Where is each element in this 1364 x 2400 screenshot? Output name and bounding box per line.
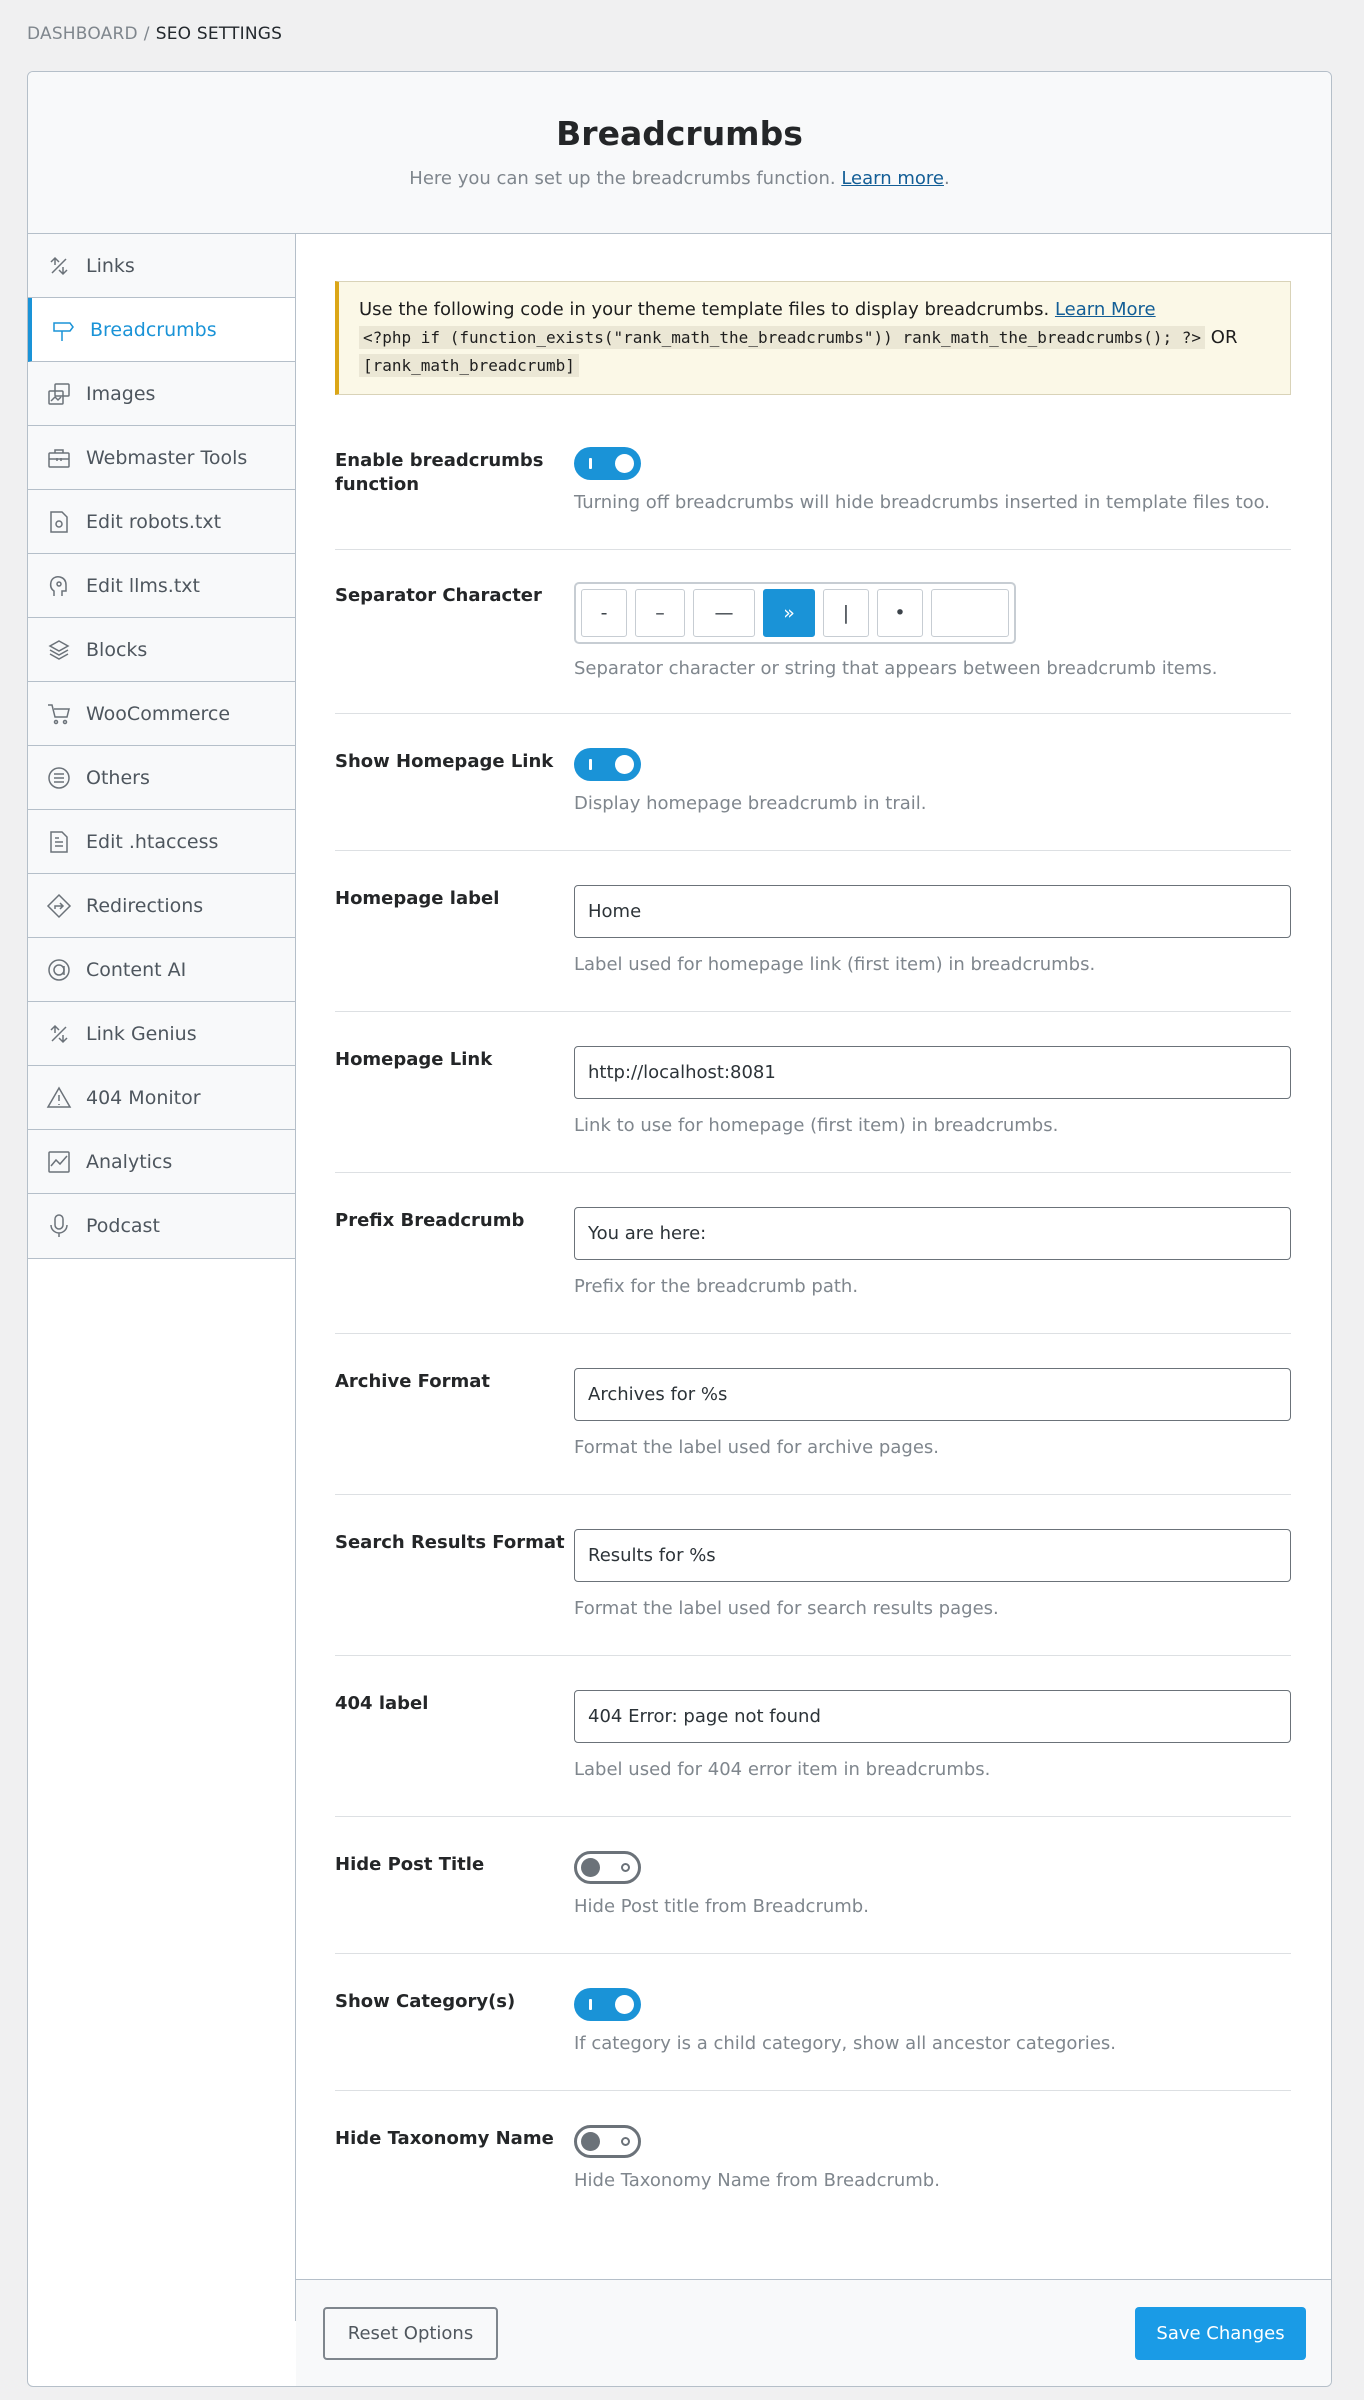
field-label: Prefix Breadcrumb xyxy=(335,1210,525,1231)
prefix-breadcrumb-input[interactable] xyxy=(574,1207,1291,1260)
sidebar-item-content-ai[interactable] xyxy=(28,938,295,1002)
field-label: 404 label xyxy=(335,1693,429,1714)
field-label: Homepage label xyxy=(335,888,500,909)
analytics-icon xyxy=(46,1149,72,1175)
field-label: Search Results Format xyxy=(335,1532,565,1553)
sidebar-item-podcast[interactable] xyxy=(28,1194,295,1258)
separator-option-raquo[interactable]: » xyxy=(763,589,815,637)
separator-option-pipe[interactable]: | xyxy=(823,589,869,637)
field-description: Label used for homepage link (first item) in breadcrumbs. xyxy=(574,954,1096,975)
sidebar-item-label: Redirections xyxy=(86,894,204,917)
field-description: Display homepage breadcrumb in trail. xyxy=(574,793,927,814)
sidebar-divider xyxy=(295,234,296,2321)
save-changes-button[interactable]: Save Changes xyxy=(1135,2307,1306,2360)
file-icon xyxy=(46,829,72,855)
link-icon xyxy=(46,253,72,279)
sidebar-item-label: Links xyxy=(86,254,135,277)
field-label: Homepage Link xyxy=(335,1049,493,1070)
sidebar-item-others[interactable] xyxy=(28,746,295,810)
shortcode-snippet: [rank_math_breadcrumb] xyxy=(359,354,579,377)
field-description: Hide Post title from Breadcrumb. xyxy=(574,1896,869,1917)
link-icon xyxy=(46,1021,72,1047)
sidebar-item-label: Analytics xyxy=(86,1150,173,1173)
sidebar-item-blocks[interactable] xyxy=(28,618,295,682)
page-subtitle xyxy=(28,168,1331,189)
sidebar-item-edit-robots[interactable] xyxy=(28,490,295,554)
learn-more-link[interactable]: Learn more xyxy=(841,167,944,189)
enable-breadcrumbs-toggle[interactable] xyxy=(574,447,641,480)
sidebar-item-label: WooCommerce xyxy=(86,702,231,725)
404-label-input[interactable] xyxy=(574,1690,1291,1743)
settings-sidebar xyxy=(28,234,296,1259)
notice-or: OR xyxy=(1210,327,1238,348)
homepage-label-input[interactable] xyxy=(574,885,1291,938)
show-homepage-link-toggle[interactable] xyxy=(574,748,641,781)
settings-panel xyxy=(27,71,1332,2387)
sidebar-item-woocommerce[interactable] xyxy=(28,682,295,746)
sidebar-item-label: Edit .htaccess xyxy=(86,830,219,853)
ai-head-icon xyxy=(46,573,72,599)
field-description: Format the label used for search results pages. xyxy=(574,1598,999,1619)
separator-custom-input[interactable] xyxy=(931,589,1009,637)
robot-file-icon xyxy=(46,509,72,535)
sidebar-item-analytics[interactable] xyxy=(28,1130,295,1194)
breadcrumb-current: SEO SETTINGS xyxy=(155,24,283,44)
images-icon xyxy=(46,381,72,407)
sidebar-item-label: Link Genius xyxy=(86,1022,197,1045)
sidebar-item-label: Content AI xyxy=(86,958,187,981)
sidebar-item-edit-htaccess[interactable] xyxy=(28,810,295,874)
cart-icon xyxy=(46,701,72,727)
show-categories-toggle[interactable] xyxy=(574,1988,641,2021)
sidebar-item-label: Edit robots.txt xyxy=(86,510,222,533)
field-description: Label used for 404 error item in breadcrumbs. xyxy=(574,1759,991,1780)
field-description: Prefix for the breadcrumb path. xyxy=(574,1276,859,1297)
field-show-categories xyxy=(335,1954,1291,2091)
list-circle-icon xyxy=(46,765,72,791)
sidebar-item-webmaster-tools[interactable] xyxy=(28,426,295,490)
page-header xyxy=(28,72,1331,234)
field-search-results-format xyxy=(335,1495,1291,1656)
field-label: Hide Post Title xyxy=(335,1854,485,1875)
sidebar-item-images[interactable] xyxy=(28,362,295,426)
hide-taxonomy-name-toggle[interactable] xyxy=(574,2125,641,2158)
page-title: Breadcrumbs xyxy=(556,114,803,153)
sidebar-item-edit-llms[interactable] xyxy=(28,554,295,618)
sidebar-item-links[interactable] xyxy=(28,234,295,298)
breadcrumb-dashboard-link[interactable]: DASHBOARD xyxy=(27,24,138,44)
field-description: Link to use for homepage (first item) in breadcrumbs. xyxy=(574,1115,1059,1136)
separator-option-en-dash[interactable]: – xyxy=(635,589,685,637)
field-show-homepage-link xyxy=(335,714,1291,851)
separator-option-em-dash[interactable]: — xyxy=(693,589,755,637)
sidebar-item-label: Edit llms.txt xyxy=(86,574,200,597)
sidebar-item-404-monitor[interactable] xyxy=(28,1066,295,1130)
sidebar-item-redirections[interactable] xyxy=(28,874,295,938)
separator-options xyxy=(574,582,1016,644)
field-label: Separator Character xyxy=(335,585,542,606)
subtitle-period: . xyxy=(943,167,950,189)
field-description: Turning off breadcrumbs will hide breadcrumbs inserted in template files too. xyxy=(574,492,1271,513)
archive-format-input[interactable] xyxy=(574,1368,1291,1421)
separator-option-hyphen[interactable]: - xyxy=(581,589,627,637)
sidebar-item-link-genius[interactable] xyxy=(28,1002,295,1066)
homepage-link-input[interactable] xyxy=(574,1046,1291,1099)
field-hide-taxonomy-name xyxy=(335,2091,1291,2227)
field-description: Format the label used for archive pages. xyxy=(574,1437,939,1458)
php-code-snippet: <?php if (function_exists("rank_math_the_breadcrumbs")) rank_math_the_breadcrumbs(); ?> xyxy=(359,326,1205,349)
microphone-icon xyxy=(46,1213,72,1239)
hide-post-title-toggle[interactable] xyxy=(574,1851,641,1884)
sidebar-item-label: Breadcrumbs xyxy=(90,318,217,341)
separator-option-bullet[interactable]: • xyxy=(877,589,923,637)
toolbox-icon xyxy=(46,445,72,471)
sidebar-item-label: Images xyxy=(86,382,156,405)
field-label: Show Category(s) xyxy=(335,1991,516,2012)
sidebar-item-label: Others xyxy=(86,766,150,789)
field-archive-format xyxy=(335,1334,1291,1495)
sidebar-item-label: Webmaster Tools xyxy=(86,446,248,469)
sidebar-item-label: Blocks xyxy=(86,638,148,661)
field-description: Hide Taxonomy Name from Breadcrumb. xyxy=(574,2170,940,2191)
content-ai-icon xyxy=(46,957,72,983)
field-label: Archive Format xyxy=(335,1371,490,1392)
settings-content xyxy=(335,281,1291,2227)
field-label: Hide Taxonomy Name xyxy=(335,2128,554,2149)
field-label: Enable breadcrumbs function xyxy=(335,450,544,495)
breadcrumb-separator: / xyxy=(143,24,150,44)
field-homepage-link xyxy=(335,1012,1291,1173)
settings-footer xyxy=(296,2279,1332,2386)
field-hide-post-title xyxy=(335,1817,1291,1954)
sidebar-item-label: Podcast xyxy=(86,1215,160,1237)
page-subtitle-text: Here you can set up the breadcrumbs function. xyxy=(409,167,836,189)
sidebar-item-breadcrumbs[interactable] xyxy=(28,298,296,362)
reset-options-button[interactable]: Reset Options xyxy=(323,2307,498,2360)
notice-text: Use the following code in your theme template files to display breadcrumbs. xyxy=(359,299,1050,320)
breadcrumb xyxy=(27,24,282,44)
blocks-icon xyxy=(46,637,72,663)
code-notice xyxy=(335,281,1291,395)
search-results-format-input[interactable] xyxy=(574,1529,1291,1582)
field-404-label xyxy=(335,1656,1291,1817)
notice-learn-more-link[interactable]: Learn More xyxy=(1054,299,1156,320)
field-separator-character xyxy=(335,550,1291,714)
field-description: Separator character or string that appears between breadcrumb items. xyxy=(574,658,1218,679)
field-homepage-label xyxy=(335,851,1291,1012)
field-prefix-breadcrumb xyxy=(335,1173,1291,1334)
signpost-icon xyxy=(50,317,76,343)
redirect-icon xyxy=(46,893,72,919)
field-label: Show Homepage Link xyxy=(335,751,554,772)
warning-icon xyxy=(46,1085,72,1111)
field-description: If category is a child category, show all ancestor categories. xyxy=(574,2033,1116,2054)
sidebar-item-label: 404 Monitor xyxy=(86,1086,201,1109)
field-enable-breadcrumbs xyxy=(335,395,1291,550)
